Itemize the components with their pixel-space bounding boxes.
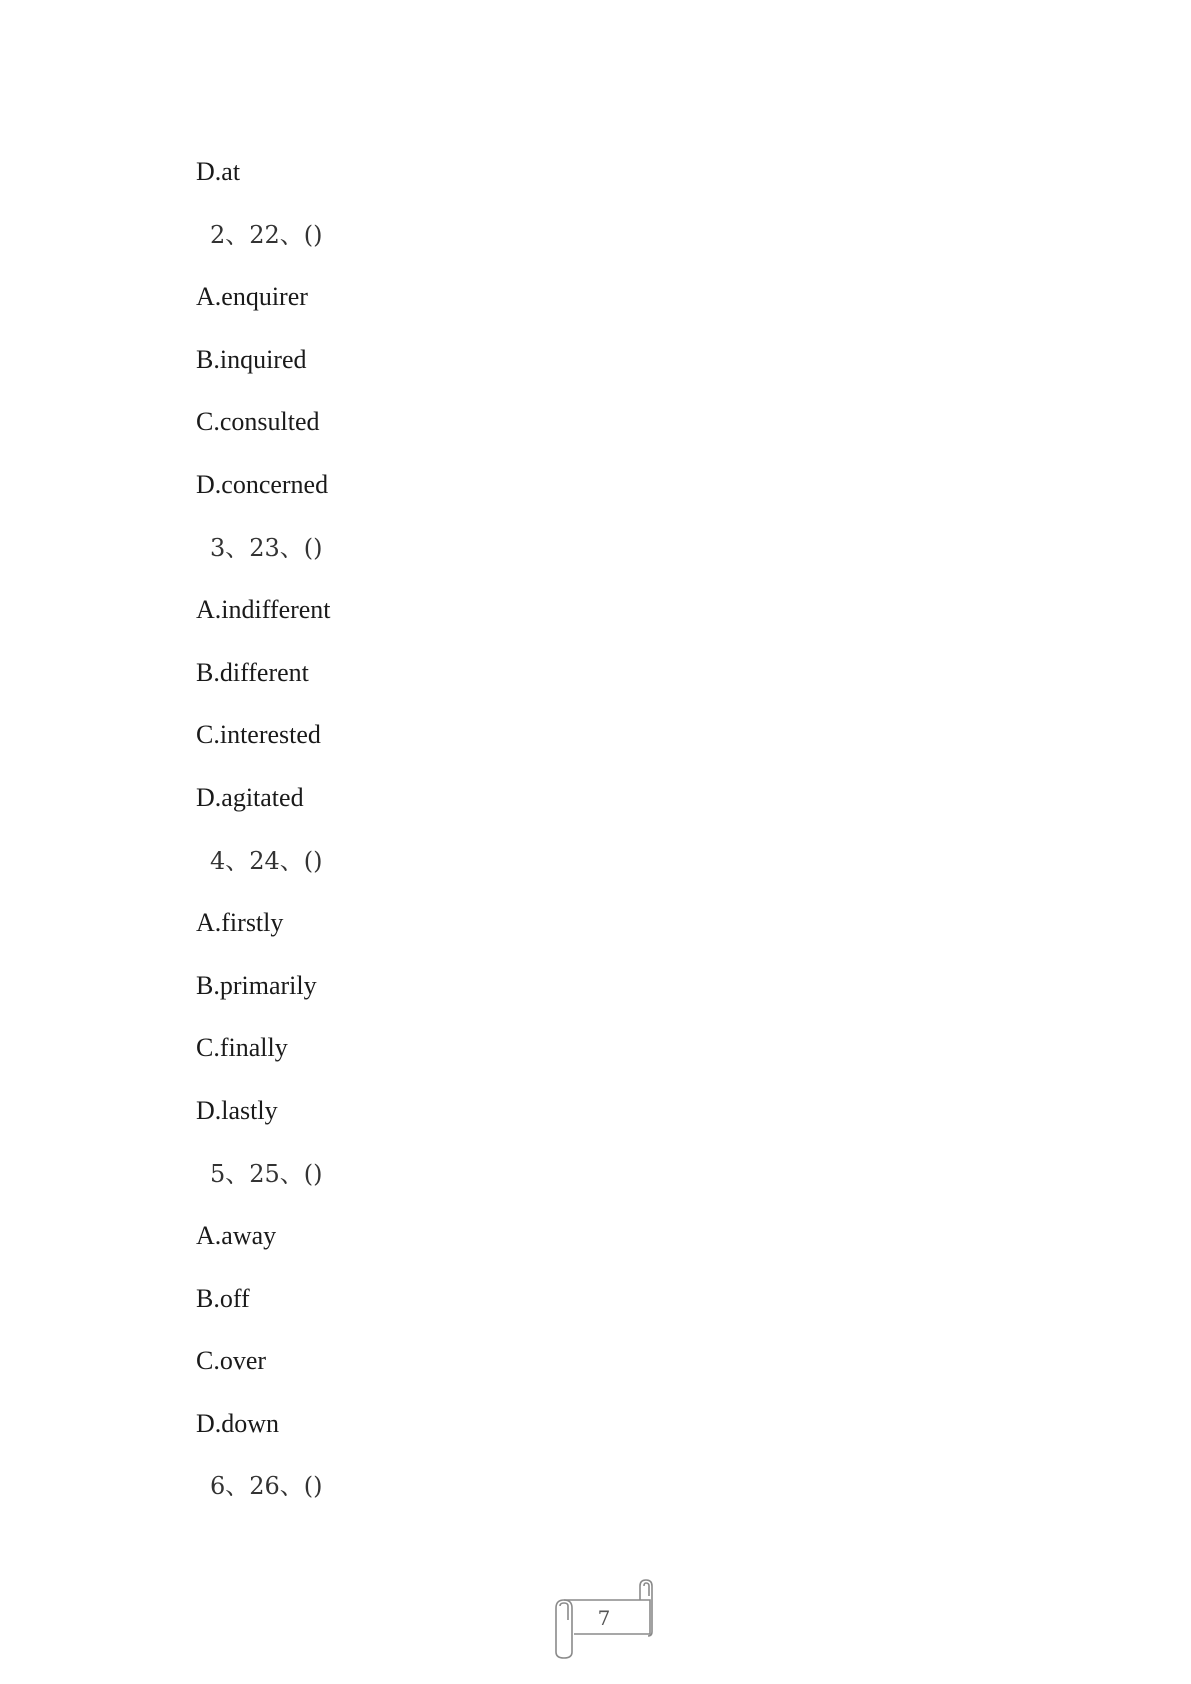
answer-option: A.enquirer <box>196 282 308 312</box>
question-number: 6、26、() <box>210 1472 323 1501</box>
answer-option: B.primarily <box>196 970 317 1000</box>
question-number: 5、25、() <box>210 1159 323 1188</box>
page-number: 7 <box>597 1606 611 1630</box>
answer-option: D.concerned <box>196 469 329 499</box>
question-number: 4、24、() <box>210 846 323 875</box>
question-list <box>196 150 996 1527</box>
answer-option: B.inquired <box>196 344 307 374</box>
answer-option: B.off <box>196 1283 250 1313</box>
answer-option: C.interested <box>196 720 321 750</box>
question-number: 2、22、() <box>210 220 323 249</box>
answer-option: C.consulted <box>196 407 320 437</box>
answer-option: B.different <box>196 657 309 687</box>
answer-option: A.firstly <box>196 908 284 938</box>
answer-option: D.agitated <box>196 782 304 812</box>
answer-option: C.finally <box>196 1033 288 1063</box>
answer-option: A.away <box>196 1221 277 1251</box>
question-number: 3、23、() <box>210 533 323 562</box>
answer-option: D.down <box>196 1408 280 1438</box>
page-footer <box>544 1576 654 1660</box>
answer-option: A.indifferent <box>196 595 331 625</box>
answer-option: D.at <box>196 157 241 186</box>
answer-option: D.lastly <box>196 1095 278 1125</box>
answer-option: C.over <box>196 1346 267 1376</box>
